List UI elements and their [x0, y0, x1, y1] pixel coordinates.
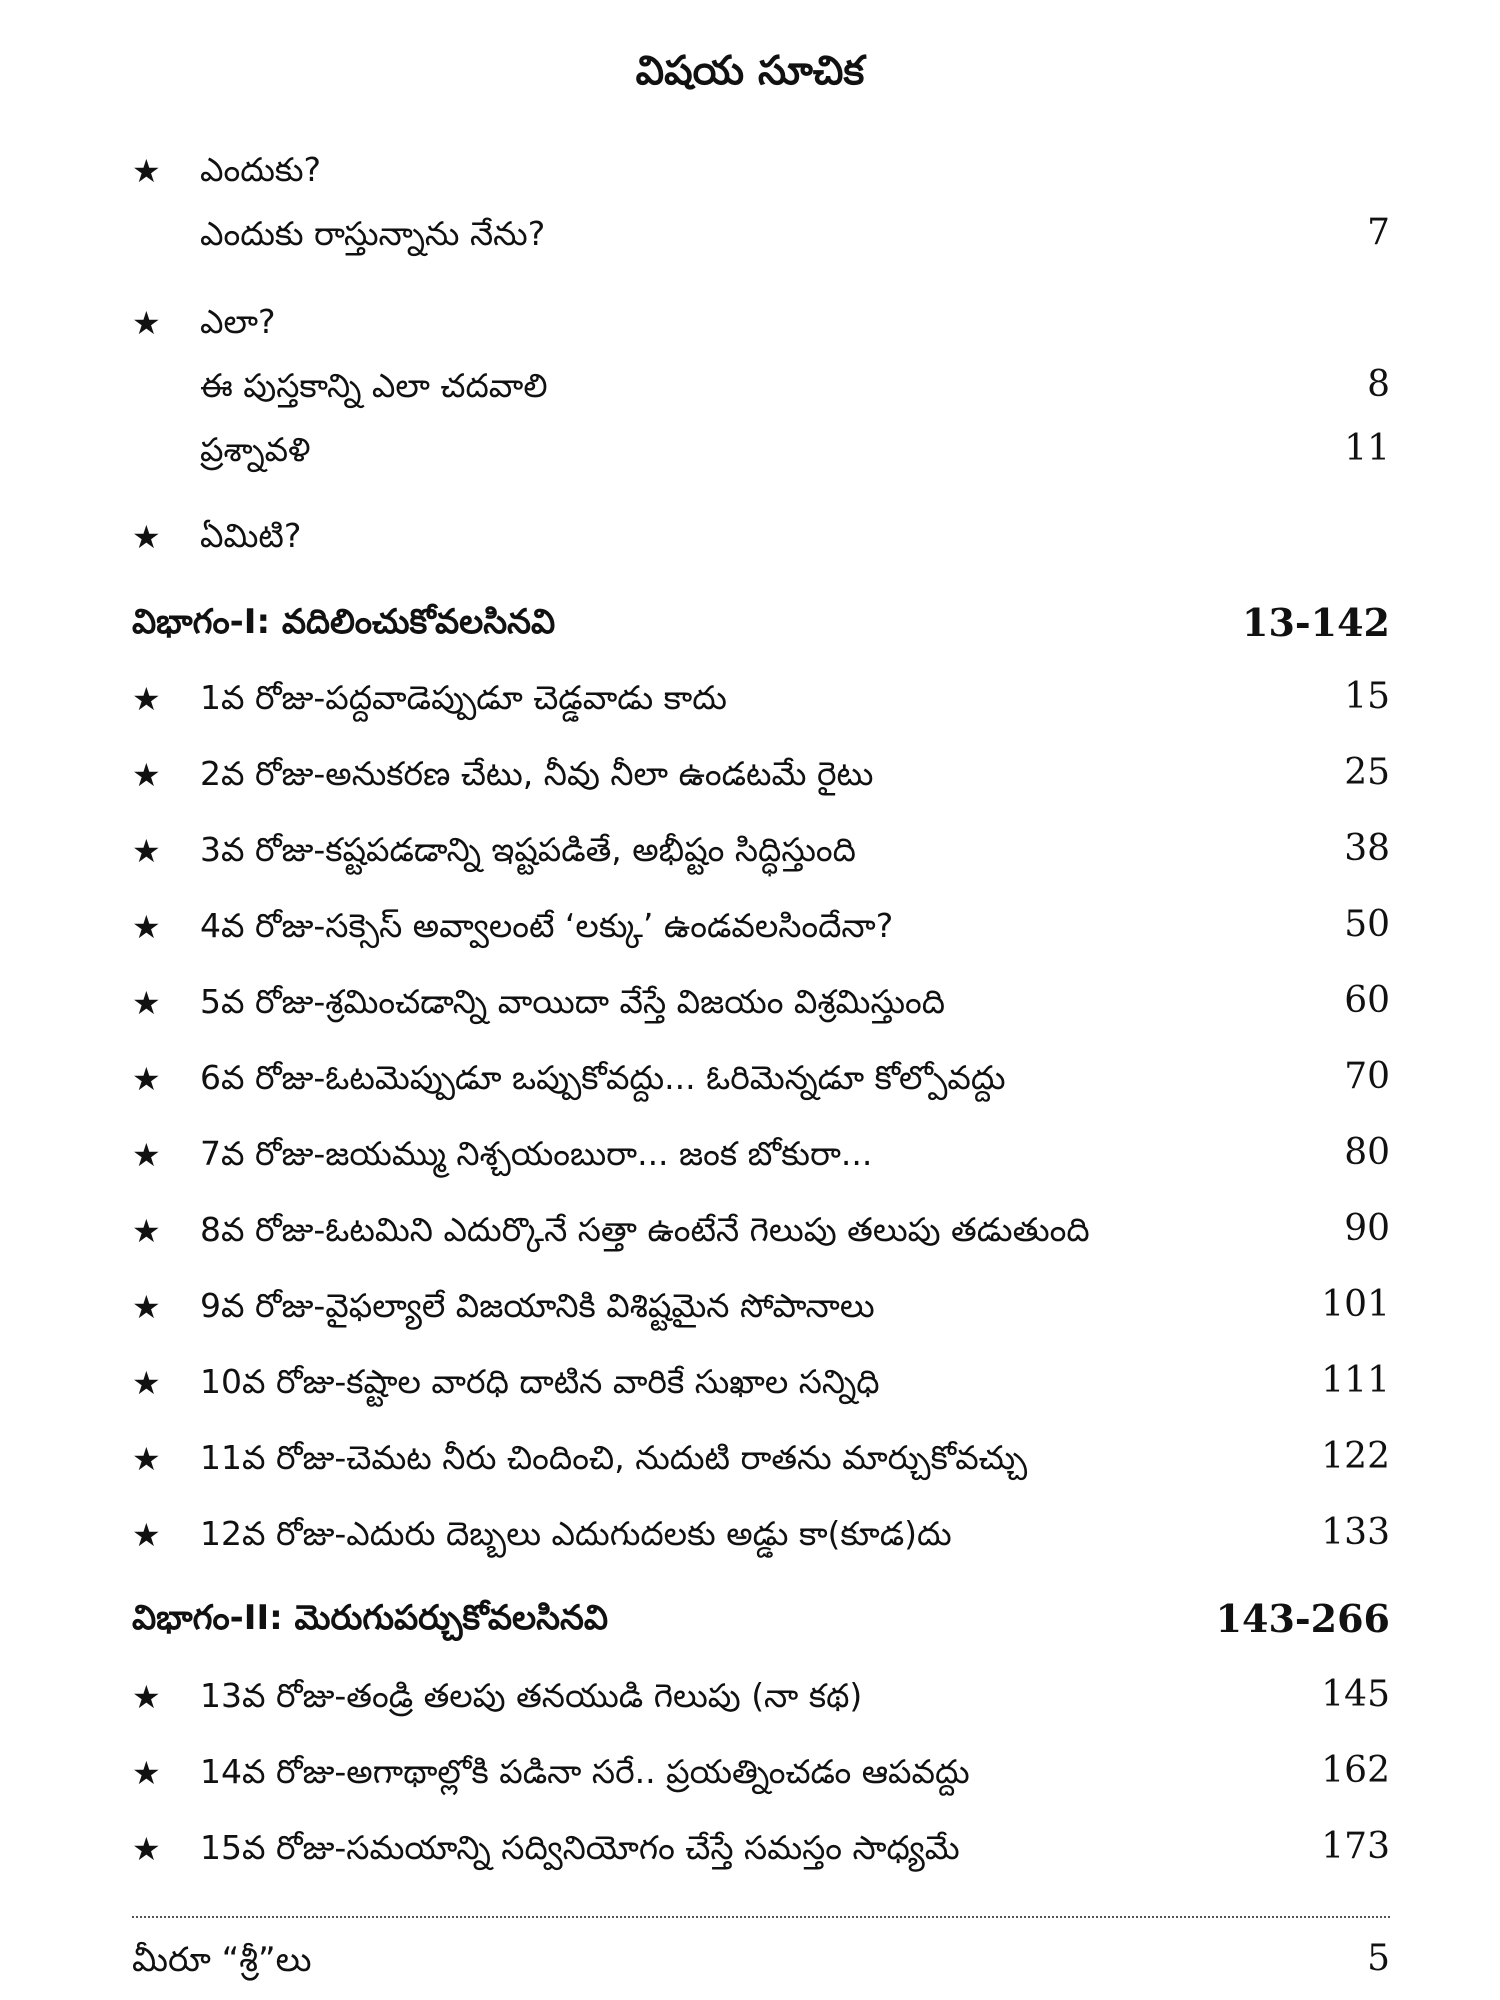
toc-entry	[0, 426, 1500, 486]
toc-entry-text: 6వ రోజు-ఓటమెప్పుడూ ఒప్పుకోవద్దు... ఓరిమెన్నడూ కోల్పోవద్దు	[200, 1058, 1006, 1097]
toc-entry-page: 90	[1344, 1208, 1390, 1249]
toc-entry-page: 101	[1321, 1284, 1390, 1325]
section-label: విభాగం-I: వదిలించుకోవలసినవి	[132, 602, 556, 642]
toc-entry-page: 8	[1367, 364, 1390, 405]
star-bullet-icon: ★	[132, 984, 161, 1022]
star-bullet-icon: ★	[132, 518, 161, 556]
toc-entry-page: 38	[1344, 828, 1390, 869]
star-bullet-icon: ★	[132, 1364, 161, 1402]
section-page-range: 13-142	[1242, 600, 1390, 645]
star-bullet-icon: ★	[132, 756, 161, 794]
toc-entry-text: 12వ రోజు-ఎదురు దెబ్బలు ఎదుగుదలకు అడ్డు కా(కూడ)దు	[200, 1514, 952, 1553]
toc-entry-page: 60	[1344, 980, 1390, 1021]
star-bullet-icon: ★	[132, 1830, 161, 1868]
toc-entry-page: 133	[1321, 1512, 1390, 1553]
toc-heading-text: ఎలా?	[200, 302, 276, 341]
toc-entry-page: 7	[1367, 212, 1390, 253]
toc-entry	[0, 1434, 1500, 1494]
footer-divider	[132, 1916, 1390, 1918]
section-heading-1	[0, 598, 1500, 658]
toc-entry-page: 50	[1344, 904, 1390, 945]
toc-entry	[0, 674, 1500, 734]
toc-entry	[0, 1672, 1500, 1732]
star-bullet-icon: ★	[132, 1754, 161, 1792]
star-bullet-icon: ★	[132, 1440, 161, 1478]
toc-entry	[0, 826, 1500, 886]
toc-entry-page: 70	[1344, 1056, 1390, 1097]
toc-entry	[0, 1748, 1500, 1808]
star-bullet-icon: ★	[132, 908, 161, 946]
toc-entry	[0, 902, 1500, 962]
toc-entry-page: 80	[1344, 1132, 1390, 1173]
star-bullet-icon: ★	[132, 1516, 161, 1554]
toc-entry-page: 111	[1321, 1360, 1390, 1401]
star-bullet-icon: ★	[132, 152, 161, 190]
toc-entry	[0, 1358, 1500, 1418]
toc-entry-text: 13వ రోజు-తండ్రి తలపు తనయుడి గెలుపు (నా కథ)	[200, 1676, 863, 1715]
toc-heading-text: ఎందుకు?	[200, 150, 322, 189]
toc-entry	[0, 362, 1500, 422]
toc-entry-text: ఎందుకు రాస్తున్నాను నేను?	[200, 214, 546, 253]
toc-heading-what	[0, 512, 1500, 572]
star-bullet-icon: ★	[132, 832, 161, 870]
star-bullet-icon: ★	[132, 1060, 161, 1098]
toc-entry	[0, 1824, 1500, 1884]
star-bullet-icon: ★	[132, 1678, 161, 1716]
toc-entry	[0, 750, 1500, 810]
footer-book-title: మీరూ “శ్రీ”లు	[132, 1940, 312, 1980]
toc-entry-text: 8వ రోజు-ఓటమిని ఎదుర్కొనే సత్తా ఉంటేనే గెలుపు తలుపు తడుతుంది	[200, 1210, 1090, 1249]
toc-heading-text: ఏమిటి?	[200, 516, 302, 555]
toc-entry-text: 7వ రోజు-జయమ్ము నిశ్చయంబురా... జంక బోకురా...	[200, 1134, 873, 1173]
toc-entry-text: 1వ రోజు-పద్దవాడెప్పుడూ చెడ్డవాడు కాదు	[200, 678, 727, 717]
toc-entry-page: 173	[1321, 1826, 1390, 1867]
toc-entry	[0, 1130, 1500, 1190]
toc-heading-why	[0, 146, 1500, 206]
toc-heading-how	[0, 298, 1500, 358]
section-label: విభాగం-II: మెరుగుపర్చుకోవలసినవి	[132, 1598, 609, 1638]
toc-entry-text: 11వ రోజు-చెమట నీరు చిందించి, నుదుటి రాతను మార్చుకోవచ్చు	[200, 1438, 1028, 1477]
footer-page-number: 5	[1367, 1938, 1390, 1979]
section-heading-2	[0, 1594, 1500, 1654]
toc-entry	[0, 1054, 1500, 1114]
toc-entry	[0, 1206, 1500, 1266]
star-bullet-icon: ★	[132, 1212, 161, 1250]
toc-entry-text: 3వ రోజు-కష్టపడడాన్ని ఇష్టపడితే, అభీష్టం సిద్ధిస్తుంది	[200, 830, 856, 869]
toc-entry-page: 11	[1344, 428, 1390, 469]
star-bullet-icon: ★	[132, 680, 161, 718]
toc-entry	[0, 1282, 1500, 1342]
toc-entry-text: ప్రశ్నావళి	[200, 430, 311, 469]
toc-entry-page: 122	[1321, 1436, 1390, 1477]
toc-entry-page: 25	[1344, 752, 1390, 793]
toc-entry-page: 145	[1321, 1674, 1390, 1715]
toc-entry-text: 14వ రోజు-అగాథాల్లోకి పడినా సరే.. ప్రయత్నించడం ఆపవద్దు	[200, 1752, 970, 1791]
toc-entry-page: 15	[1344, 676, 1390, 717]
toc-entry-text: 5వ రోజు-శ్రమించడాన్ని వాయిదా వేస్తే విజయం విశ్రమిస్తుంది	[200, 982, 946, 1021]
toc-entry-text: ఈ పుస్తకాన్ని ఎలా చదవాలి	[200, 366, 548, 405]
toc-entry	[0, 1510, 1500, 1570]
page-title: విషయ సూచిక	[635, 48, 865, 94]
star-bullet-icon: ★	[132, 1288, 161, 1326]
toc-entry-text: 2వ రోజు-అనుకరణ చేటు, నీవు నీలా ఉండటమే రైటు	[200, 754, 874, 793]
toc-entry-text: 9వ రోజు-వైఫల్యాలే విజయానికి విశిష్టమైన సోపానాలు	[200, 1286, 875, 1325]
toc-entry-text: 15వ రోజు-సమయాన్ని సద్వినియోగం చేస్తే సమస్తం సాధ్యమే	[200, 1828, 960, 1867]
star-bullet-icon: ★	[132, 304, 161, 342]
toc-entry-page: 162	[1321, 1750, 1390, 1791]
star-bullet-icon: ★	[132, 1136, 161, 1174]
toc-entry	[0, 978, 1500, 1038]
section-page-range: 143-266	[1215, 1596, 1390, 1641]
toc-entry	[0, 210, 1500, 270]
toc-entry-text: 4వ రోజు-సక్సెస్ అవ్వాలంటే ‘లక్కు’ ఉండవలసిందేనా?	[200, 906, 894, 945]
toc-entry-text: 10వ రోజు-కష్టాల వారధి దాటిన వారికే సుఖాల సన్నిధి	[200, 1362, 880, 1401]
